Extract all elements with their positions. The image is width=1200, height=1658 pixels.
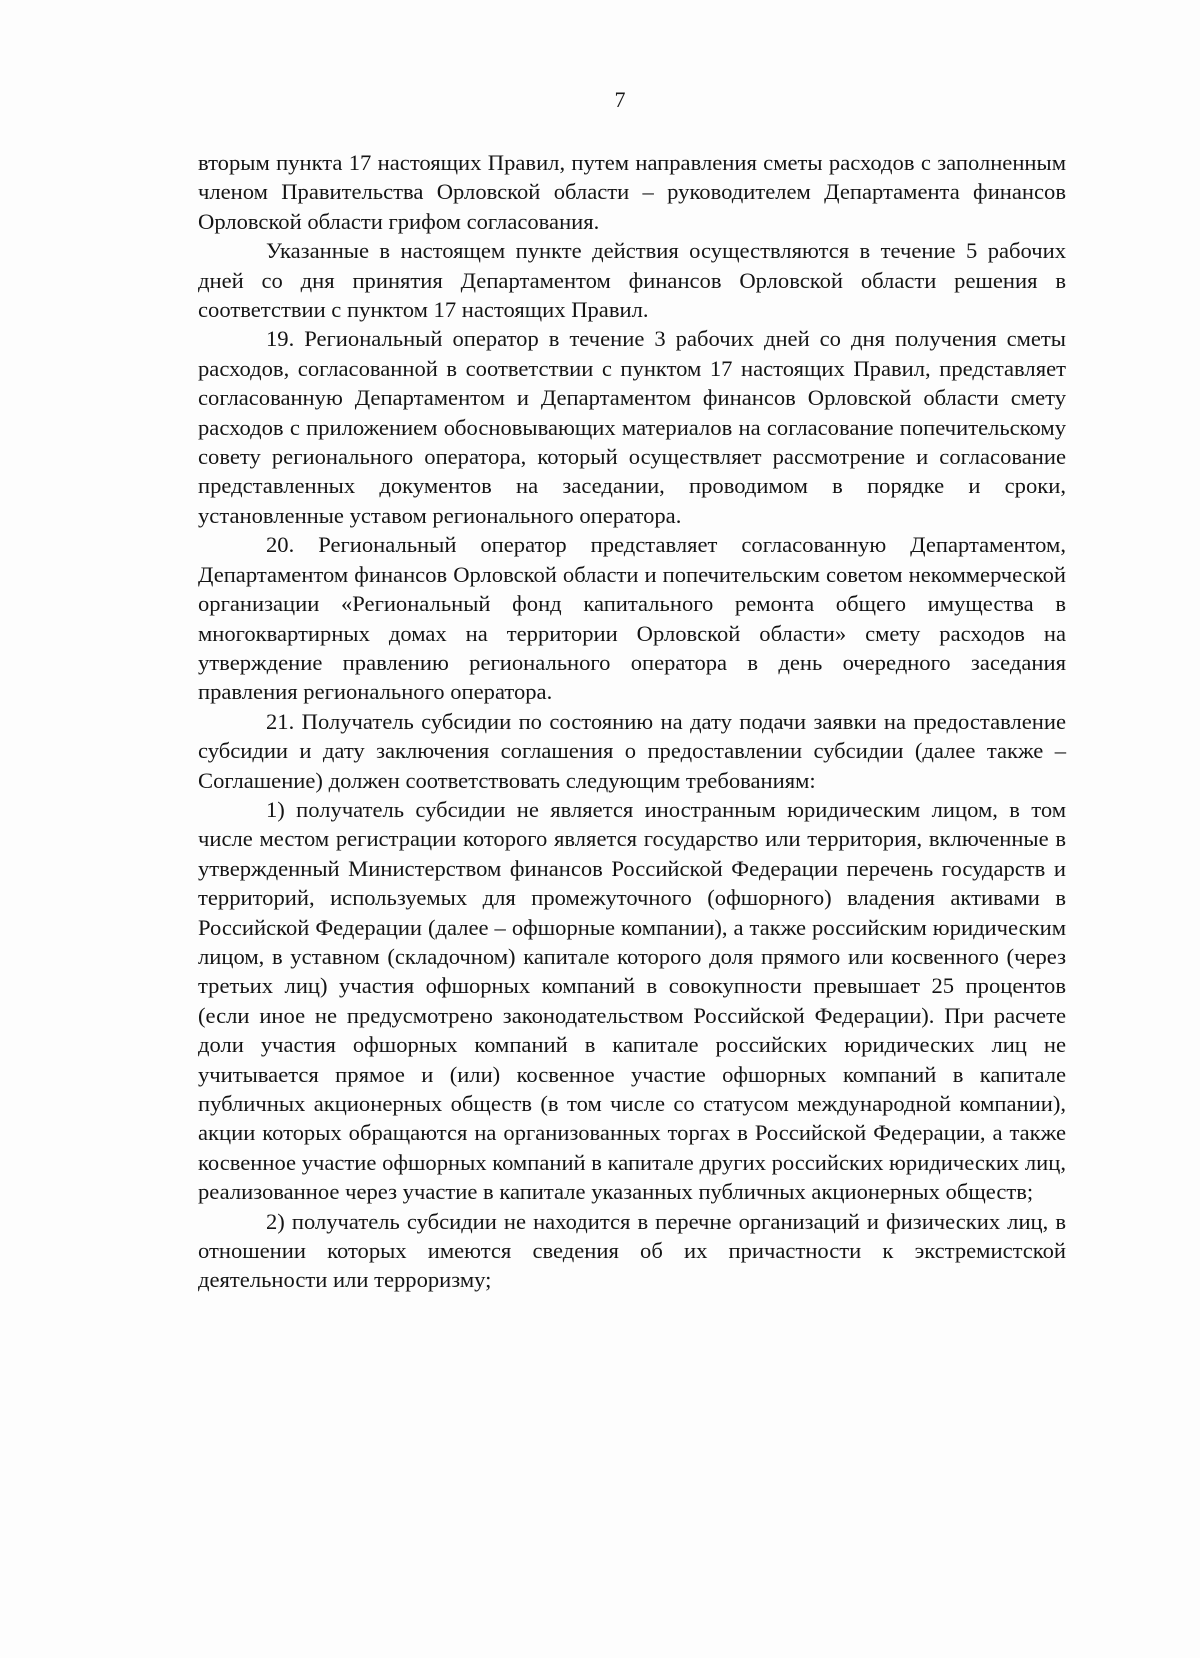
document-body [198,148,1066,1295]
paragraph-clause-19: 19. Региональный оператор в течение 3 рабочих дней со дня получения сметы расходов, согласованной в соответствии с пунктом 17 настоящих Правил, представляет согласованную Департаментом и Департаментом финансов Орловской области смету расходов с приложением обосновывающих материалов на согласование попечительскому совету регионального оператора, который осуществляет рассмотрение и согласование представленных документов на заседании, проводимом в порядке и сроки, установленные уставом регионального оператора. [198,326,1066,528]
paragraph-requirement-1: 1) получатель субсидии не является иностранным юридическим лицом, в том числе местом регистрации которого является государство или территория, включенные в утвержденный Министерством финансов Российской Федерации перечень государств и территорий, используемых для промежуточного (офшорного) владения активами в Российской Федерации (далее – офшорные компании), а также российским юридическим лицом, в уставном (складочном) капитале которого доля прямого или косвенного (через третьих лиц) участия офшорных компаний в совокупности превышает 25 процентов (если иное не предусмотрено законодательством Российской Федерации). При расчете доли участия офшорных компаний в капитале российских юридических лиц не учитывается прямое и (или) косвенное участие офшорных компаний в капитале публичных акционерных обществ (в том числе со статусом международной компании), акции которых обращаются на организованных торгах в Российской Федерации, а также косвенное участие офшорных компаний в капитале других российских юридических лиц, реализованное через участие в капитале указанных публичных акционерных обществ; [198,796,1066,1205]
paragraph-deadline-note: Указанные в настоящем пункте действия осуществляются в течение 5 рабочих дней со дня принятия Департаментом финансов Орловской области решения в соответствии с пунктом 17 настоящих Правил. [198,238,1066,323]
page-number: 7 [614,87,626,112]
paragraph-clause-20: 20. Региональный оператор представляет согласованную Департаментом, Департаментом финансов Орловской области и попечительским советом некоммерческой организации «Региональный фонд капитального ремонта общего имущества в многоквартирных домах на территории Орловской области» смету расходов на утверждение правлению регионального оператора в день очередного заседания правления регионального оператора. [198,532,1066,705]
paragraph-continuation: вторым пункта 17 настоящих Правил, путем направления сметы расходов с заполненным членом Правительства Орловской области – руководителем Департамента финансов Орловской области грифом согласования. [198,150,1066,234]
paragraph-requirement-2: 2) получатель субсидии не находится в перечне организаций и физических лиц, в отношении которых имеются сведения об их причастности к экстремистской деятельности или терроризму; [198,1208,1066,1293]
paragraph-clause-21: 21. Получатель субсидии по состоянию на дату подачи заявки на предоставление субсидии и дату заключения соглашения о предоставлении субсидии (далее также – Соглашение) должен соответствовать следующим требованиям: [198,708,1066,793]
